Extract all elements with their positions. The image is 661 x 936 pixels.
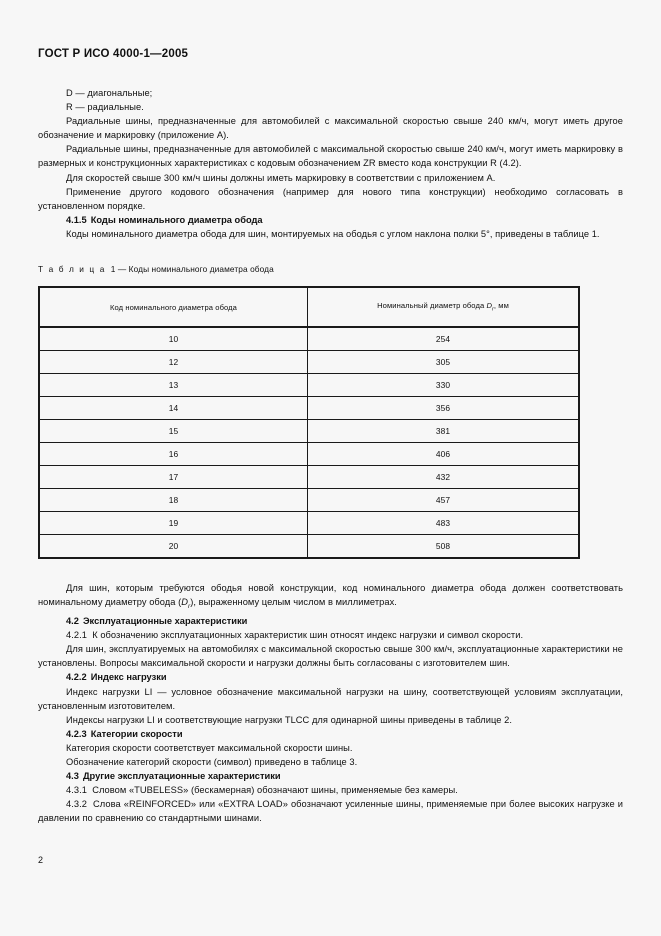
table-head	[39, 287, 579, 327]
paragraph: Коды номинального диаметра обода для шин, монтируемых на ободья с углом наклона полки 5°, приведены в таблице 1.	[66, 228, 600, 239]
paragraph: Обозначение категорий скорости (символ) приведено в таблице 3.	[66, 757, 358, 768]
paragraph-text: Словом «TUBELESS» (бескамерная) обозначают шины, применяемые без камеры.	[92, 785, 458, 796]
table-row	[39, 397, 579, 420]
section-number: 4.3.2	[66, 799, 87, 810]
cell-code: 16	[39, 443, 308, 466]
cell-diameter: 406	[308, 443, 580, 466]
cell-code: 20	[39, 535, 308, 559]
table-header-row	[39, 287, 579, 327]
spacer	[38, 559, 623, 581]
section-title: Другие эксплуатационные характеристики	[82, 771, 281, 782]
cell-code: 17	[39, 466, 308, 489]
section-heading-4-3	[38, 769, 623, 783]
section-heading-4-2-2	[38, 670, 623, 684]
cell-diameter: 508	[308, 535, 580, 559]
symbol-subscript-r: r	[188, 602, 191, 610]
document-body	[38, 86, 623, 825]
symbol-d: D	[181, 597, 189, 608]
paragraph-text-suffix: ), выраженному целым числом в миллиметрах.	[190, 597, 397, 608]
table-caption	[38, 263, 623, 276]
column-header-diameter	[308, 287, 580, 327]
cell-diameter: 457	[308, 489, 580, 512]
paragraph-text: К обозначению эксплуатационных характеристик шин относят индекс нагрузки и символ скорости.	[92, 630, 524, 641]
paragraph-4-2-1	[38, 628, 623, 642]
table-row	[39, 489, 579, 512]
table-row	[39, 420, 579, 443]
paragraph: Радиальные шины, предназначенные для автомобилей с максимальной скоростью свыше 240 км/ч, могут иметь другое обозначение и маркировку (приложение А).	[38, 116, 623, 141]
table-body	[39, 327, 579, 558]
cell-code: 10	[39, 327, 308, 351]
cell-code: 14	[39, 397, 308, 420]
spacer	[38, 241, 623, 263]
table-caption-label: Т а б л и ц а	[38, 264, 106, 275]
cell-diameter: 381	[308, 420, 580, 443]
section-heading-4-2-3	[38, 727, 623, 741]
paragraph: Применение другого кодового обозначения (например для нового типа конструкции) необходимо согласовать в установленном порядке.	[38, 186, 623, 211]
paragraph-text: Слова «REINFORCED» или «EXTRA LOAD» обозначают усиленные шины, применяемые при более высоких нагрузке и давлении по сравнению со стандартными шинами.	[38, 799, 623, 824]
section-number: 4.2.2	[66, 672, 87, 683]
paragraph: Категория скорости соответствует максимальной скорости шины.	[66, 742, 353, 753]
cell-diameter: 254	[308, 327, 580, 351]
cell-code: 18	[39, 489, 308, 512]
table-caption-number: 1	[110, 264, 116, 275]
symbol-d-r	[486, 301, 494, 313]
cell-diameter: 305	[308, 351, 580, 374]
page-title: ГОСТ Р ИСО 4000-1—2005	[38, 48, 189, 60]
table-row	[39, 512, 579, 535]
column-header-unit: , мм	[493, 301, 509, 311]
paragraph: Для шин, эксплуатируемых на автомобилях с максимальной скоростью свыше 300 км/ч, эксплуатационные характеристики не установлены. Вопросы максимальной скорости и нагрузки должны быть согласованы с изготовителем шин.	[38, 644, 623, 669]
cell-code: 12	[39, 351, 308, 374]
section-heading-4-2	[38, 614, 623, 628]
section-number: 4.3.1	[66, 785, 87, 796]
section-number: 4.2.1	[66, 630, 87, 641]
section-title: Коды номинального диаметра обода	[90, 214, 263, 225]
page-number: 2	[38, 855, 44, 865]
paragraph-after-table	[38, 581, 623, 614]
table-caption-title: Коды номинального диаметра обода	[128, 264, 274, 275]
rim-diameter-code-table	[38, 286, 580, 559]
column-header-code: Код номинального диаметра обода	[39, 287, 308, 327]
cell-diameter: 330	[308, 374, 580, 397]
paragraph-text-prefix: Для шин, которым требуются ободья новой конструкции, код номинального диаметра обода должен соответствовать номинальному диаметру обода (	[38, 583, 623, 608]
cell-diameter: 483	[308, 512, 580, 535]
paragraph: Индексы нагрузки LI и соответствующие нагрузки TLCC для одинарной шины приведены в таблице 2.	[66, 714, 512, 725]
paragraph-4-3-1	[38, 783, 623, 797]
paragraph: Индекс нагрузки LI — условное обозначение максимальной нагрузки на шину, соответствующей условиям эксплуатации, установленным изготовителем.	[38, 686, 623, 711]
table-row	[39, 351, 579, 374]
section-number: 4.2.3	[66, 728, 87, 739]
spacer	[38, 276, 623, 286]
cell-code: 19	[39, 512, 308, 535]
section-heading-4-1-5	[38, 213, 623, 227]
table-row	[39, 466, 579, 489]
table-caption-dash: —	[117, 264, 127, 275]
symbol-subscript-r: r	[492, 306, 494, 313]
section-title: Индекс нагрузки	[90, 672, 167, 683]
cell-diameter: 432	[308, 466, 580, 489]
cell-diameter: 356	[308, 397, 580, 420]
section-number: 4.3	[66, 771, 79, 782]
list-item: R — радиальные.	[66, 102, 144, 113]
section-number: 4.1.5	[66, 214, 87, 225]
cell-code: 13	[39, 374, 308, 397]
table-row	[39, 374, 579, 397]
paragraph: Для скоростей свыше 300 км/ч шины должны иметь маркировку в соответствии с приложением А.	[66, 172, 496, 183]
section-title: Эксплуатационные характеристики	[82, 616, 248, 627]
list-item: D — диагональные;	[66, 88, 153, 98]
section-title: Категории скорости	[90, 728, 183, 739]
paragraph: Радиальные шины, предназначенные для автомобилей с максимальной скоростью свыше 240 км/ч, могут иметь маркировку в размерных и конструкционных характеристиках с кодовым обозначением ZR вместо кода конструкции R (4.2).	[38, 144, 623, 169]
cell-code: 15	[39, 420, 308, 443]
table-row	[39, 535, 579, 559]
symbol-d: D	[486, 301, 493, 311]
table-row	[39, 443, 579, 466]
symbol-d-r	[181, 597, 191, 610]
table-row	[39, 327, 579, 351]
paragraph-4-3-2	[38, 797, 623, 825]
column-header-diameter-text: Номинальный диаметр обода	[377, 301, 485, 311]
section-number: 4.2	[66, 616, 79, 627]
